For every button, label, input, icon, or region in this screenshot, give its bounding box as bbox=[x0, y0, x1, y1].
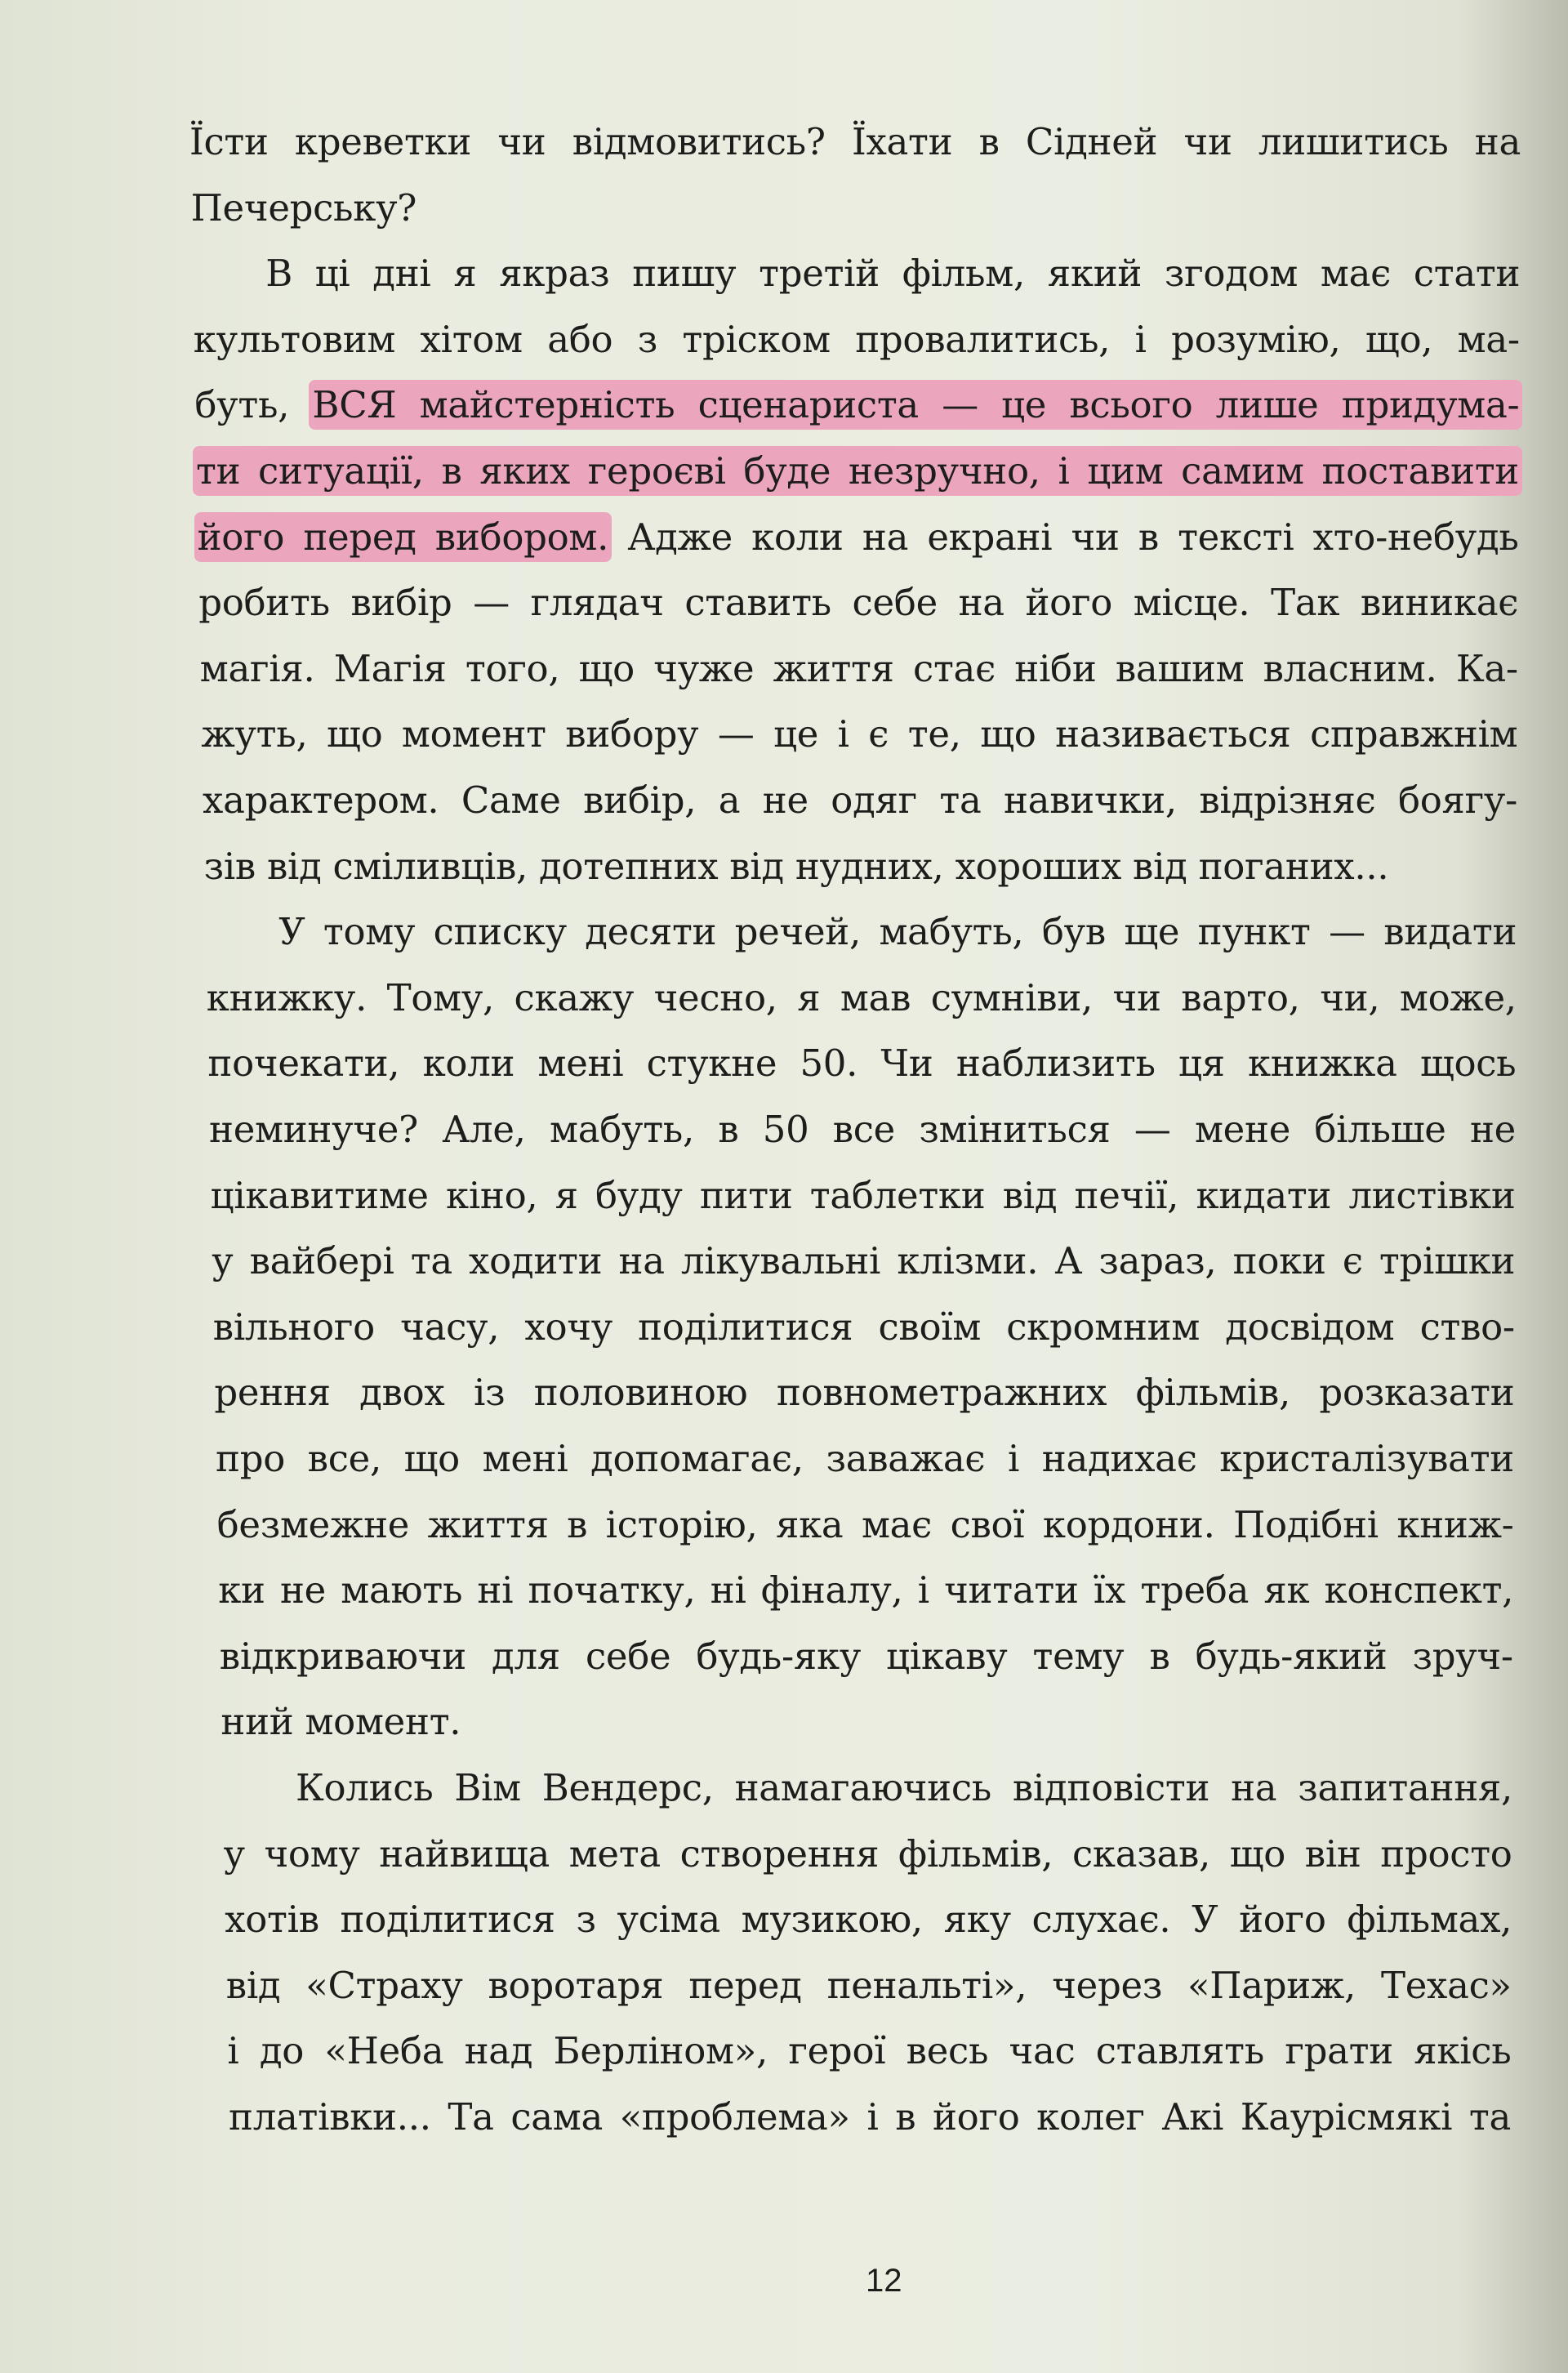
text-segment: жуть, що момент вибору — це і є те, що називається справжнім bbox=[201, 712, 1518, 756]
text-line bbox=[220, 1624, 1513, 1689]
text-line bbox=[201, 702, 1517, 767]
text-line bbox=[191, 176, 1521, 241]
text-line bbox=[224, 1822, 1512, 1887]
text-segment: Їсти креветки чи відмовитись? Їхати в Сідней чи лишитись на bbox=[189, 120, 1521, 163]
page-number: 12 bbox=[866, 2263, 902, 2299]
text-line bbox=[209, 1097, 1516, 1162]
text-segment: Адже коли на екрані чи в тексті хто-небудь bbox=[608, 515, 1519, 559]
text-segment: характером. Саме вибір, а не одяг та навички, відрізняє боягу- bbox=[203, 778, 1517, 822]
text-segment: почекати, коли мені стукне 50. Чи наблизить ця книжка щось bbox=[207, 1042, 1517, 1086]
text-segment: У тому списку десяти речей, мабуть, був ще пункт — видати bbox=[278, 910, 1517, 954]
text-segment: робить вибір — глядач ставить себе на його місце. Так виникає bbox=[198, 581, 1519, 625]
highlighted-text: ти ситуації, в яких героєві буде незручно, і цим самим поставити bbox=[196, 449, 1519, 493]
text-segment: безмежне життя в історію, яка має свої кордони. Подібні книж- bbox=[216, 1502, 1514, 1546]
text-line bbox=[214, 1360, 1514, 1425]
text-line bbox=[278, 899, 1517, 965]
text-segment: вільного часу, хочу поділитися своїм скромним досвідом ство- bbox=[212, 1305, 1515, 1349]
text-segment: відкриваючи для себе будь-яку цікаву тему в будь-який зруч- bbox=[219, 1634, 1513, 1678]
text-segment: Колись Вім Вендерс, намагаючись відповісти на запитання, bbox=[296, 1766, 1512, 1809]
text-line bbox=[200, 636, 1518, 702]
text-segment: від «Страху воротаря перед пенальті», через «Париж, Техас» bbox=[225, 1963, 1512, 2007]
text-line bbox=[218, 1558, 1513, 1623]
text-line bbox=[198, 505, 1519, 570]
text-line bbox=[227, 2018, 1511, 2084]
text-line bbox=[203, 768, 1517, 833]
text-line bbox=[189, 109, 1521, 175]
text-segment: неминуче? Але, мабуть, в 50 все зміниться — мене більше не bbox=[209, 1108, 1516, 1151]
text-line bbox=[296, 1755, 1512, 1821]
text-line bbox=[213, 1295, 1515, 1360]
text-line bbox=[207, 1031, 1516, 1096]
highlighted-text: його перед вибором. bbox=[197, 515, 609, 559]
text-segment: ний момент. bbox=[220, 1700, 461, 1744]
text-segment: про все, що мені допомагає, заважає і надихає кристалізувати bbox=[216, 1437, 1514, 1480]
text-segment: буть, bbox=[194, 383, 313, 427]
text-segment: Печерську? bbox=[190, 185, 417, 230]
text-line bbox=[220, 1689, 1512, 1755]
text-line bbox=[204, 834, 1517, 899]
text-segment: платівки... Та сама «проблема» і в його колег Акі Каурісмякі та bbox=[229, 2095, 1511, 2139]
text-segment: хотів поділитися з усіма музикою, яку слухає. У його фільмах, bbox=[225, 1898, 1512, 1942]
text-segment: культовим хітом або з тріском провалитись, і розумію, що, ма- bbox=[193, 317, 1520, 361]
text-segment: у вайбері та ходити на лікувальні клізми. А зараз, поки є трішки bbox=[212, 1239, 1516, 1283]
text-line bbox=[216, 1426, 1514, 1492]
text-segment: магія. Магія того, що чуже життя стає ніби вашим власним. Ка- bbox=[199, 646, 1518, 690]
highlighted-text: ВСЯ майстерність сценариста — це всього лише придума- bbox=[312, 383, 1520, 427]
text-segment: і до «Неба над Берліном», герої весь час ставлять грати якісь bbox=[227, 2029, 1512, 2073]
text-segment: зів від сміливців, дотепних від нудних, хороших від поганих... bbox=[203, 844, 1389, 888]
text-line bbox=[196, 439, 1519, 504]
text-segment: у чому найвища мета створення фільмів, сказав, що він просто bbox=[223, 1831, 1512, 1876]
text-segment: ки не мають ні початку, ні фіналу, і читати їх треба як конспект, bbox=[218, 1568, 1514, 1612]
text-line bbox=[225, 1887, 1512, 1952]
text-line bbox=[229, 2085, 1511, 2150]
text-line bbox=[194, 372, 1519, 438]
text-line bbox=[212, 1229, 1515, 1294]
text-line bbox=[217, 1492, 1514, 1558]
text-segment: книжку. Тому, скажу чесно, я мав сумніви, чи варто, чи, може, bbox=[206, 975, 1517, 1019]
text-line bbox=[194, 307, 1520, 372]
text-segment: цікавитиме кіно, я буду пити таблетки від печії, кидати листівки bbox=[210, 1173, 1516, 1217]
text-line bbox=[207, 966, 1517, 1031]
text-segment: В ці дні я якраз пишу третій фільм, який згодом має стати bbox=[265, 252, 1521, 296]
text-segment: рення двох із половиною повнометражних фільмів, розказати bbox=[214, 1371, 1515, 1415]
text-line bbox=[211, 1163, 1516, 1229]
text-line bbox=[226, 1953, 1512, 2018]
text-line bbox=[265, 241, 1520, 306]
text-line bbox=[198, 570, 1518, 636]
